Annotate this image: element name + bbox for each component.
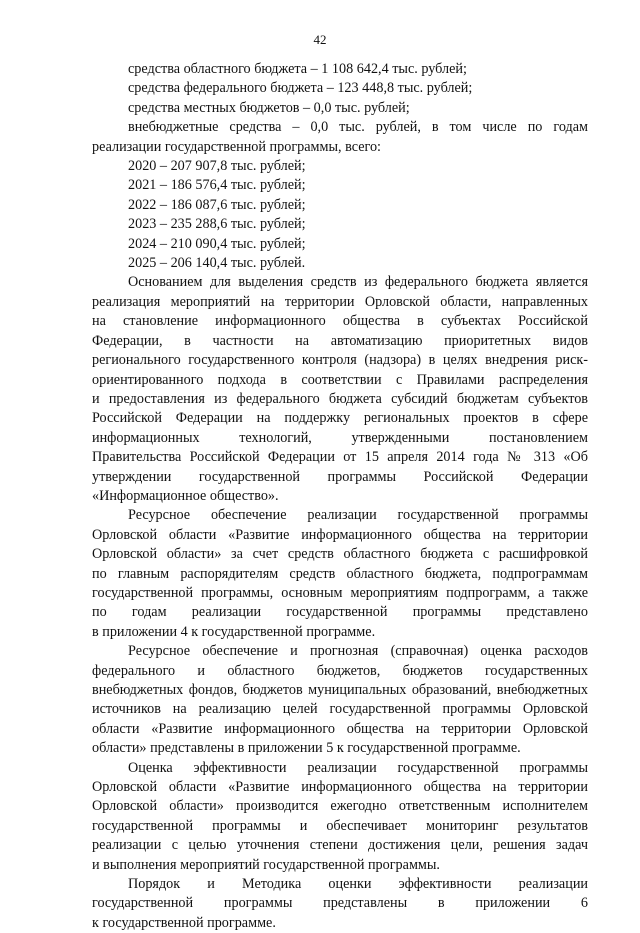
paragraph-line: реализация мероприятий на территории Орловской области, направленных <box>92 293 588 310</box>
year-line-2022: 2022 – 186 087,6 тыс. рублей; <box>128 196 306 213</box>
paragraph-line: Ресурсное обеспечение реализации государственной программы <box>128 507 588 524</box>
funding-line-local: средства местных бюджетов – 0,0 тыс. рублей; <box>128 99 410 116</box>
paragraph-line: Правительства Российской Федерации от 15 апреля 2014 года № 313 «Об <box>92 449 588 466</box>
year-line-2020: 2020 – 207 907,8 тыс. рублей; <box>128 158 306 175</box>
paragraph-line: Оценка эффективности реализации государственной программы <box>128 759 588 776</box>
funding-line-federal: средства федерального бюджета – 123 448,8 тыс. рублей; <box>128 80 473 97</box>
paragraph-line: Федерации, в частности на автоматизацию приоритетных видов <box>92 332 588 349</box>
paragraph-line: Орловской области «Развитие информационного общества на территории <box>92 779 588 796</box>
paragraph-line: в приложении 4 к государственной программе. <box>92 623 376 640</box>
paragraph-line: и выполнения мероприятий государственной программы. <box>92 856 440 873</box>
paragraph-line: реализации с целью уточнения степени достижения цели, решения задач <box>92 837 588 854</box>
paragraph-line: утверждении государственной программы Российской Федерации <box>92 468 588 485</box>
paragraph-line: Порядок и Методика оценки эффективности реализации <box>128 876 588 893</box>
funding-line-regional: средства областного бюджета – 1 108 642,4 тыс. рублей; <box>128 61 467 77</box>
paragraph-line: на становление информационного общества в субъектах Российской <box>92 313 588 330</box>
paragraph-line: регионального государственного контроля (надзора) в целях внедрения риск- <box>92 352 588 369</box>
paragraph-efficiency-evaluation <box>92 759 588 875</box>
paragraph-line: Российской Федерации на поддержку региональных проектов в сфере <box>92 410 588 427</box>
year-line-2025: 2025 – 206 140,4 тыс. рублей. <box>128 255 306 272</box>
paragraph-line: источников на реализацию целей государственной программы Орловской <box>92 701 588 718</box>
paragraph-line: Основанием для выделения средств из федерального бюджета является <box>128 274 588 291</box>
paragraph-line: государственной программы представлены в приложении 6 <box>92 895 588 912</box>
paragraph-line: ориентированного подхода в соответствии с Правилами распределения <box>92 371 588 388</box>
paragraph-line: «Информационное общество». <box>92 487 279 504</box>
year-line-2023: 2023 – 235 288,6 тыс. рублей; <box>128 216 306 233</box>
paragraph-resource-support <box>92 506 588 642</box>
year-line-2021: 2021 – 186 576,4 тыс. рублей; <box>128 177 306 194</box>
paragraph-methodology <box>92 875 588 933</box>
paragraph-line: области «Развитие информационного общества на территории Орловской <box>92 720 588 737</box>
paragraph-line: Орловской области «Развитие информационного общества на территории <box>92 526 588 543</box>
paragraph-line: по годам реализации государственной программы представлено <box>92 604 588 621</box>
paragraph-line: к государственной программе. <box>92 914 276 931</box>
paragraph-line: информационных технологий, утвержденными постановлением <box>92 429 588 446</box>
paragraph-line: и предоставления из федерального бюджета субсидий бюджетам субъектов <box>92 390 588 407</box>
paragraph-line: государственной программы, основным мероприятиям подпрограмм, а также <box>92 584 588 601</box>
extrabudget-line-1: внебюджетные средства – 0,0 тыс. рублей, в том числе по годам <box>128 119 588 136</box>
paragraph-line: по главным распорядителям средств областного бюджета, подпрограммам <box>92 565 588 582</box>
paragraph-line: Орловской области» производится ежегодно ответственным исполнителем <box>92 798 588 815</box>
page-number: 42 <box>313 32 327 47</box>
paragraph-line: Ресурсное обеспечение и прогнозная (справочная) оценка расходов <box>128 643 588 660</box>
paragraph-line: внебюджетных фондов, бюджетов муниципальных образований, внебюджетных <box>92 682 588 698</box>
paragraph-line: области» представлены в приложении 5 к государственной программе. <box>92 740 521 757</box>
paragraph-forecast-estimate <box>92 642 588 758</box>
paragraph-line: Орловской области» за счет средств областного бюджета с расшифровкой <box>92 546 588 563</box>
extrabudget-line-2: реализации государственной программы, всего: <box>92 138 382 155</box>
paragraph-line: федерального и областного бюджетов, бюджетов государственных <box>92 662 588 679</box>
year-line-2024: 2024 – 210 090,4 тыс. рублей; <box>128 235 306 252</box>
paragraph-federal-basis <box>92 273 588 506</box>
paragraph-line: государственной программы и обеспечивает мониторинг результатов <box>92 817 588 834</box>
document-body <box>92 60 588 933</box>
